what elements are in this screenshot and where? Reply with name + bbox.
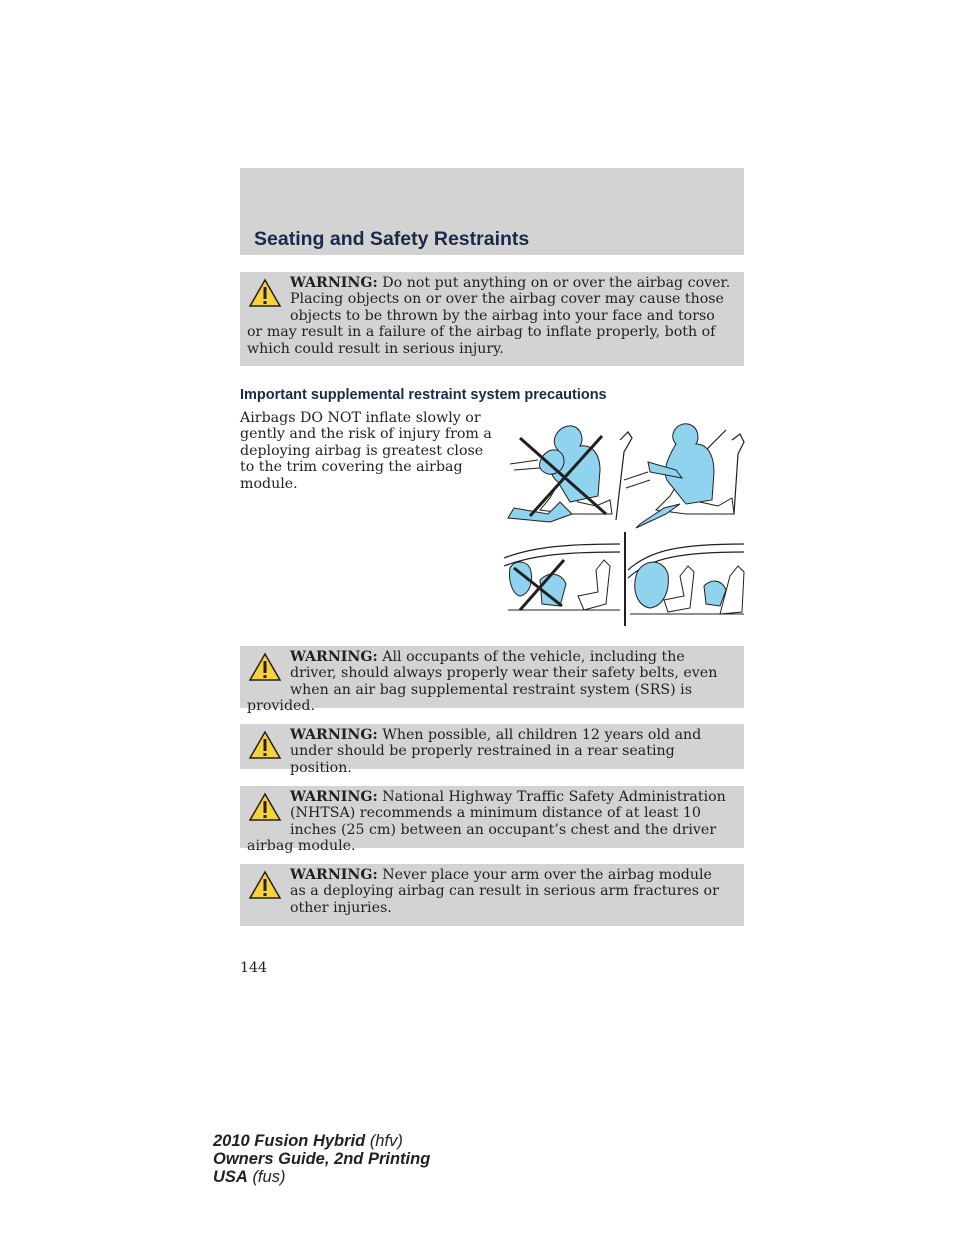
warning-triangle-icon [248,870,282,900]
airbag-precaution-illustration [500,410,746,628]
warning-box-airbag-cover [240,272,744,366]
rear-facing-child-seat-front-figure [504,544,620,610]
footer-line-3 [213,1168,430,1186]
warning-triangle-icon [248,730,282,760]
warning-text: All occupants of the vehicle, including the driver, should always properly wear their safety belts, even when an air bag supplemental restraint system (SRS) is provided. [247,649,718,715]
warning-label: WARNING: [290,649,378,665]
footer-model: 2010 Fusion Hybrid [213,1132,366,1150]
footer [213,1132,430,1186]
occupant-too-close-figure [508,426,632,522]
warning-label: WARNING: [290,727,378,743]
warning-text: National Highway Traffic Safety Administration (NHTSA) recommends a minimum distance of at least 10 inches (25 cm) between an occupant’s chest and the driver airbag module. [247,789,726,855]
warning-label: WARNING: [290,789,378,805]
section-title: Seating and Safety Restraints [254,228,530,250]
section-header [240,168,744,255]
warning-text: Do not put anything on or over the airbag cover. Placing objects on or over the airbag cover may cause those objects to be thrown by the airbag into your face and torso or may result in a failure of the airbag to inflate properly, both of which could result in serious injury. [247,275,731,357]
page-number: 144 [240,960,268,976]
child-seat-rear-figure [628,544,744,614]
footer-market-code: (fus) [252,1168,286,1186]
footer-market: USA [213,1168,248,1186]
warning-label: WARNING: [290,867,378,883]
occupant-proper-distance-figure [624,424,744,528]
body-paragraph: Airbags DO NOT inflate slowly or gently and the risk of injury from a deploying airbag is greatest close to the trim covering the airbag module. [240,410,492,492]
warning-triangle-icon [248,792,282,822]
footer-guide-printing: Owners Guide, 2nd Printing [213,1150,431,1168]
subheading: Important supplemental restraint system precautions [240,387,607,403]
warning-triangle-icon [248,652,282,682]
warning-label: WARNING: [290,275,378,291]
warning-box-arm-placement [240,864,744,926]
footer-line-2 [213,1150,430,1168]
footer-line-1 [213,1132,430,1150]
warning-box-safety-belts [240,646,744,715]
footer-model-code: (hfv) [369,1132,403,1150]
warning-text: Never place your arm over the airbag module as a deploying airbag can result in serious arm fractures or other injuries. [290,867,719,916]
warning-box-children-rear-seat [240,724,744,776]
warning-box-nhtsa-distance [240,786,744,855]
warning-text: When possible, all children 12 years old and under should be properly restrained in a rear seating position. [290,727,702,776]
warning-triangle-icon [248,278,282,308]
